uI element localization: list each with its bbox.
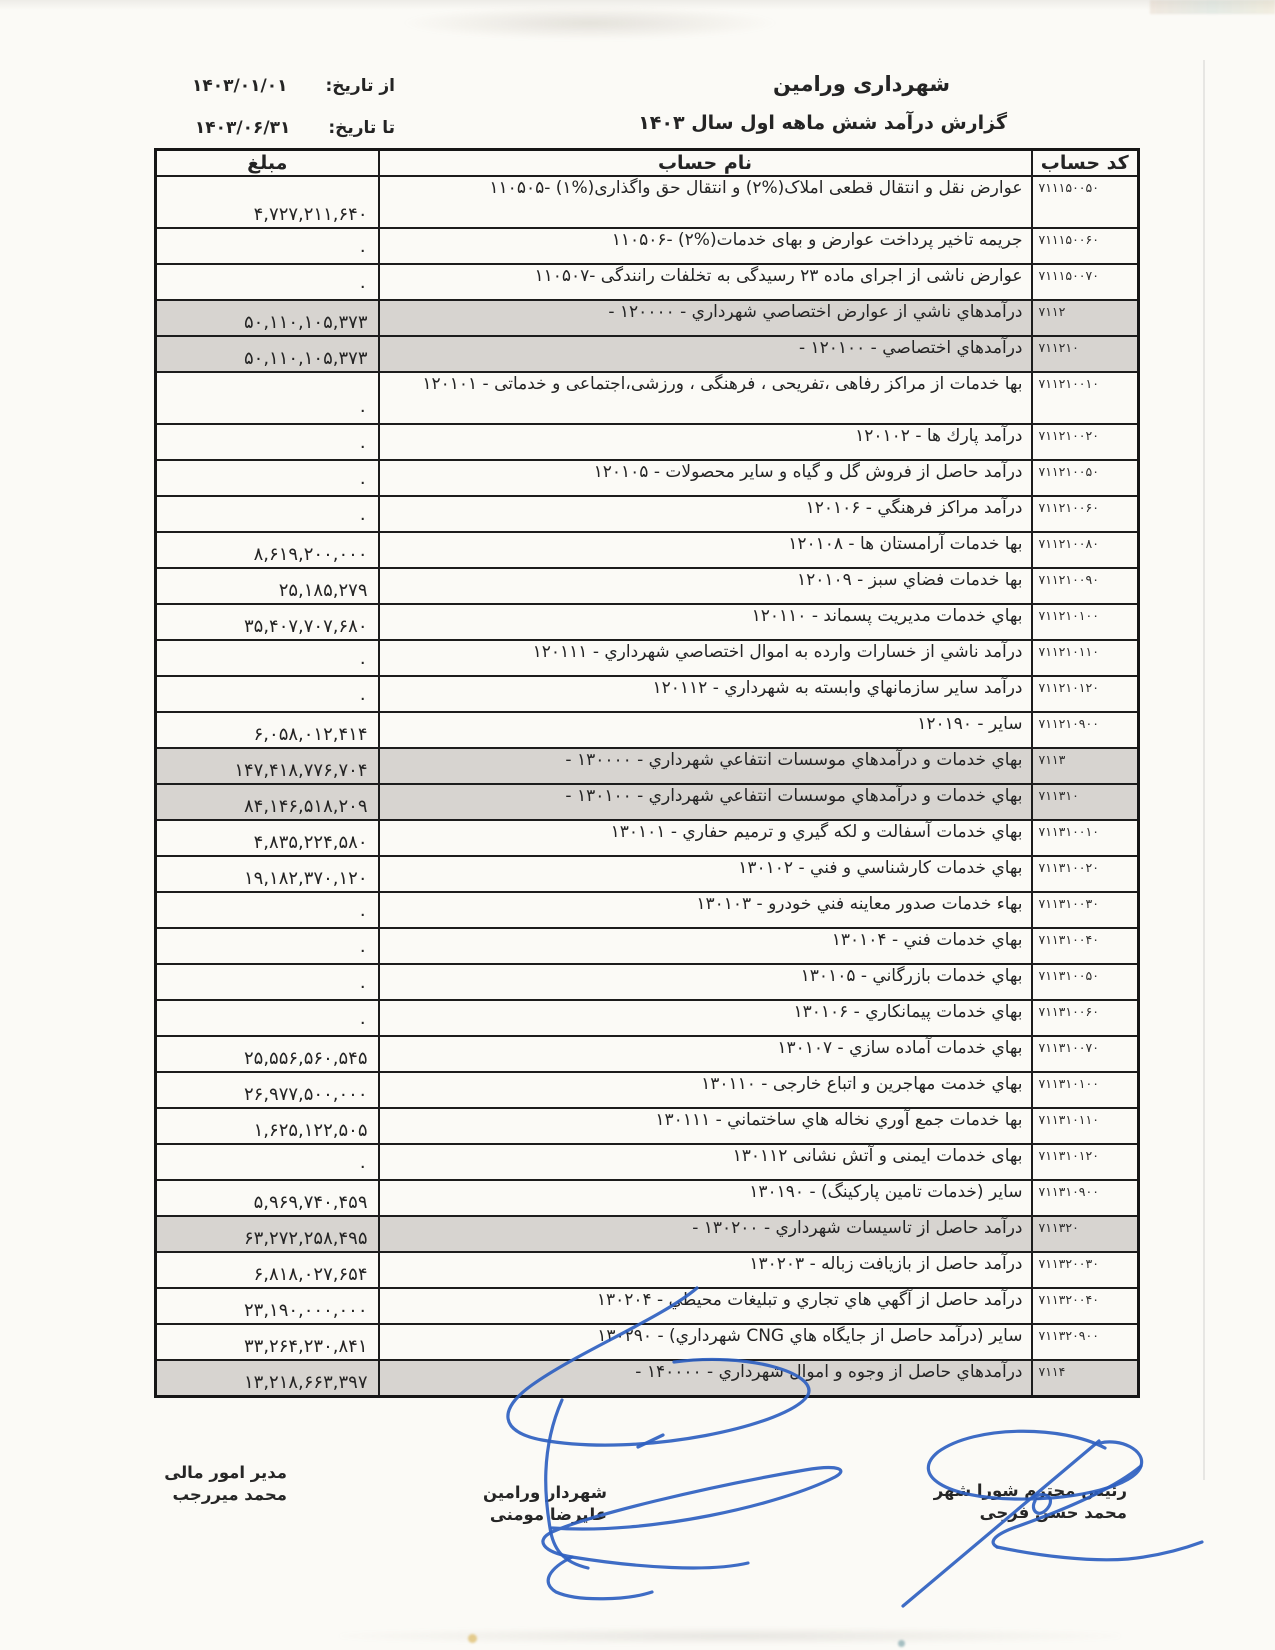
account-name-cell: سایر (درآمد حاصل از جایگاه هاي CNG شهرداري) - ۱۳۰۲۹۰ — [379, 1324, 1032, 1360]
table-row — [156, 1252, 1139, 1288]
signature-stroke — [548, 1557, 652, 1599]
table-row — [156, 424, 1139, 460]
account-code-cell: ۷۱۱۲۱۰۱۱۰ — [1032, 640, 1139, 676]
amount-cell: ۰ — [156, 460, 379, 496]
amount-cell: ۵۰,۱۱۰,۱۰۵,۳۷۳ — [156, 300, 379, 336]
signer-role: رئیس محترم شورا شهر — [933, 1481, 1127, 1500]
account-name-cell: درآمد ناشي از خسارات وارده به اموال اختصاصي شهرداري - ۱۲۰۱۱۱ — [379, 640, 1032, 676]
table-row — [156, 640, 1139, 676]
account-code-cell: ۷۱۱۳۱۰۰۴۰ — [1032, 928, 1139, 964]
account-code-cell: ۷۱۱۲۱۰ — [1032, 336, 1139, 372]
report-title: گزارش درآمد شش ماهه اول سال ۱۴۰۳ — [638, 112, 1007, 134]
amount-cell: ۲۵,۵۵۶,۵۶۰,۵۴۵ — [156, 1036, 379, 1072]
account-name-cell: بهاي خدمات بازرگاني - ۱۳۰۱۰۵ — [379, 964, 1032, 1000]
account-name-cell: بهاء خدمات صدور معاینه فني خودرو - ۱۳۰۱۰۳ — [379, 892, 1032, 928]
account-name-cell: بهاي خدمات و درآمدهاي موسسات انتفاعي شهرداري - ۱۳۰۱۰۰ - — [379, 784, 1032, 820]
amount-cell: ۰ — [156, 1144, 379, 1180]
account-name-cell: بها خدمات جمع آوري نخاله هاي ساختماني - ۱۳۰۱۱۱ — [379, 1108, 1032, 1144]
account-code-cell: ۷۱۱۲۱۰۰۲۰ — [1032, 424, 1139, 460]
account-name-cell: درآمد مراکز فرهنگي - ۱۲۰۱۰۶ — [379, 496, 1032, 532]
table-row — [156, 228, 1139, 264]
account-code-cell: ۷۱۱۳۲۰۰۴۰ — [1032, 1288, 1139, 1324]
table-row — [156, 784, 1139, 820]
account-code-cell: ۷۱۱۳۱۰۱۲۰ — [1032, 1144, 1139, 1180]
column-header-amount: مبلغ — [156, 150, 379, 177]
account-name-cell: بهاي خدمت مهاجرین و اتباع خارجی - ۱۳۰۱۱۰ — [379, 1072, 1032, 1108]
signer-council-head — [164, 1462, 287, 1507]
scan-speck — [898, 1640, 905, 1647]
amount-cell: ۲۵,۱۸۵,۲۷۹ — [156, 568, 379, 604]
account-code-cell: ۷۱۱۳۱۰۱۱۰ — [1032, 1108, 1139, 1144]
account-code-cell: ۷۱۱۳۱۰۰۲۰ — [1032, 856, 1139, 892]
account-code-cell: ۷۱۱۳۱۰۰۵۰ — [1032, 964, 1139, 1000]
account-name-cell: درآمدهاي اختصاصي - ۱۲۰۱۰۰ - — [379, 336, 1032, 372]
amount-cell: ۰ — [156, 424, 379, 460]
table-row — [156, 712, 1139, 748]
from-date-value: ۱۴۰۳/۰۱/۰۱ — [192, 76, 288, 96]
table-row — [156, 1216, 1139, 1252]
account-name-cell: بهاي خدمات آماده سازي - ۱۳۰۱۰۷ — [379, 1036, 1032, 1072]
income-table — [154, 148, 1140, 1398]
account-name-cell: درآمد پارك ها - ۱۲۰۱۰۲ — [379, 424, 1032, 460]
signer-role: مدیر امور مالی — [164, 1463, 287, 1482]
account-name-cell: جریمه تاخیر پرداخت عوارض و بهای خدمات(%۲) -۱۱۰۵۰۶ — [379, 228, 1032, 264]
account-code-cell: ۷۱۱۱۵۰۰۶۰ — [1032, 228, 1139, 264]
amount-cell: ۰ — [156, 892, 379, 928]
table-row — [156, 496, 1139, 532]
account-code-cell: ۷۱۱۳۱۰۰۶۰ — [1032, 1000, 1139, 1036]
account-name-cell: درآمد سایر سازمانهاي وابسته به شهرداري - ۱۲۰۱۱۲ — [379, 676, 1032, 712]
account-code-cell: ۷۱۱۳۲۰ — [1032, 1216, 1139, 1252]
account-code-cell: ۷۱۱۲۱۰۰۶۰ — [1032, 496, 1139, 532]
table-row — [156, 676, 1139, 712]
table-row — [156, 1108, 1139, 1144]
table-row — [156, 604, 1139, 640]
table-row — [156, 372, 1139, 424]
table-header-row — [156, 150, 1139, 177]
account-code-cell: ۷۱۱۳۱۰۰۷۰ — [1032, 1036, 1139, 1072]
table-row — [156, 892, 1139, 928]
table-row — [156, 1000, 1139, 1036]
to-date-label: تا تاریخ: — [328, 118, 395, 138]
account-name-cell: بهاي خدمات مدیریت پسماند - ۱۲۰۱۱۰ — [379, 604, 1032, 640]
account-name-cell: بهاي خدمات کارشناسي و فني - ۱۳۰۱۰۲ — [379, 856, 1032, 892]
amount-cell: ۴,۷۲۷,۲۱۱,۶۴۰ — [156, 176, 379, 228]
amount-cell: ۰ — [156, 496, 379, 532]
signature-stroke — [638, 1435, 663, 1447]
account-code-cell: ۷۱۱۲۱۰۹۰۰ — [1032, 712, 1139, 748]
scan-smudge-top — [400, 6, 780, 40]
account-code-cell: ۷۱۱۲۱۰۰۵۰ — [1032, 460, 1139, 496]
table-row — [156, 532, 1139, 568]
amount-cell: ۰ — [156, 372, 379, 424]
table-row — [156, 1360, 1139, 1396]
account-code-cell: ۷۱۱۳۱۰۱۰۰ — [1032, 1072, 1139, 1108]
amount-cell: ۰ — [156, 228, 379, 264]
signer-name: علیرضا مومنی — [489, 1505, 607, 1525]
amount-cell: ۵۰,۱۱۰,۱۰۵,۳۷۳ — [156, 336, 379, 372]
amount-cell: ۰ — [156, 676, 379, 712]
column-header-code: کد حساب — [1032, 150, 1139, 177]
table-row — [156, 748, 1139, 784]
amount-cell: ۰ — [156, 928, 379, 964]
account-name-cell: بهاي خدمات فني - ۱۳۰۱۰۴ — [379, 928, 1032, 964]
amount-cell: ۶,۸۱۸,۰۲۷,۶۵۴ — [156, 1252, 379, 1288]
account-code-cell: ۷۱۱۴ — [1032, 1360, 1139, 1396]
table-row — [156, 1180, 1139, 1216]
account-name-cell: درآمد حاصل از بازیافت زباله - ۱۳۰۲۰۳ — [379, 1252, 1032, 1288]
amount-cell: ۸,۶۱۹,۲۰۰,۰۰۰ — [156, 532, 379, 568]
account-code-cell: ۷۱۱۲ — [1032, 300, 1139, 336]
table-row — [156, 1288, 1139, 1324]
amount-cell: ۶,۰۵۸,۰۱۲,۴۱۴ — [156, 712, 379, 748]
account-name-cell: بها خدمات از مراکز رفاهی ،تفریحی ، فرهنگی ، ورزشی،اجتماعی و خدماتی - ۱۲۰۱۰۱ — [379, 372, 1032, 424]
table-row — [156, 460, 1139, 496]
account-code-cell: ۷۱۱۲۱۰۰۱۰ — [1032, 372, 1139, 424]
account-code-cell: ۷۱۱۱۵۰۰۵۰ — [1032, 176, 1139, 228]
table-row — [156, 264, 1139, 300]
account-name-cell: درآمد حاصل از آگهي هاي تجاري و تبلیغات محیطي - ۱۳۰۲۰۴ — [379, 1288, 1032, 1324]
scan-smudge-bottom — [340, 1628, 1120, 1644]
to-date-value: ۱۴۰۳/۰۶/۳۱ — [194, 118, 291, 138]
table-row — [156, 1072, 1139, 1108]
signature-stroke — [997, 1542, 1202, 1560]
signer-name: محمد حسن فرجی — [979, 1503, 1127, 1523]
table-row — [156, 820, 1139, 856]
account-code-cell: ۷۱۱۲۱۰۱۲۰ — [1032, 676, 1139, 712]
table-row — [156, 856, 1139, 892]
to-date-row — [195, 118, 395, 138]
account-name-cell: درآمدهاي حاصل از وجوه و اموال شهرداري - ۱۴۰۰۰۰ - — [379, 1360, 1032, 1396]
account-name-cell: درآمد حاصل از فروش گل و گیاه و سایر محصولات - ۱۲۰۱۰۵ — [379, 460, 1032, 496]
amount-cell: ۲۳,۱۹۰,۰۰۰,۰۰۰ — [156, 1288, 379, 1324]
account-code-cell: ۷۱۱۲۱۰۰۸۰ — [1032, 532, 1139, 568]
scan-smudge-top-right — [1150, 0, 1275, 14]
amount-cell: ۱۳,۲۱۸,۶۶۳,۳۹۷ — [156, 1360, 379, 1396]
account-name-cell: سایر - ۱۲۰۱۹۰ — [379, 712, 1032, 748]
table-row — [156, 1036, 1139, 1072]
amount-cell: ۰ — [156, 964, 379, 1000]
account-name-cell: عوارض نقل و انتقال قطعی املاک(%۲) و انتقال حق واگذاری(%۱) -۱۱۰۵۰۵ — [379, 176, 1032, 228]
from-date-row — [192, 76, 395, 96]
table-row — [156, 300, 1139, 336]
amount-cell: ۱,۶۲۵,۱۲۲,۵۰۵ — [156, 1108, 379, 1144]
table-row — [156, 336, 1139, 372]
signer-role: شهردار ورامین — [483, 1483, 607, 1502]
table-row — [156, 1144, 1139, 1180]
scan-fold-line — [1203, 60, 1205, 1480]
amount-cell: ۸۴,۱۴۶,۵۱۸,۲۰۹ — [156, 784, 379, 820]
amount-cell: ۶۳,۲۷۲,۲۵۸,۴۹۵ — [156, 1216, 379, 1252]
table-row — [156, 928, 1139, 964]
account-code-cell: ۷۱۱۳۱۰۹۰۰ — [1032, 1180, 1139, 1216]
account-name-cell: درآمد حاصل از تاسیسات شهرداري - ۱۳۰۲۰۰ - — [379, 1216, 1032, 1252]
account-name-cell: بها خدمات آرامستان ها - ۱۲۰۱۰۸ — [379, 532, 1032, 568]
account-name-cell: بهاي خدمات و درآمدهاي موسسات انتفاعي شهرداري - ۱۳۰۰۰۰ - — [379, 748, 1032, 784]
signer-name: محمد میررجب — [172, 1485, 287, 1505]
account-name-cell: عوارض ناشی از اجرای ماده ۲۳ رسیدگی به تخلفات رانندگی -۱۱۰۵۰۷ — [379, 264, 1032, 300]
account-name-cell: درآمدهاي ناشي از عوارض اختصاصي شهرداري - ۱۲۰۰۰۰ - — [379, 300, 1032, 336]
table-row — [156, 568, 1139, 604]
table-row — [156, 964, 1139, 1000]
account-name-cell: بهاي خدمات پیمانکاري - ۱۳۰۱۰۶ — [379, 1000, 1032, 1036]
amount-cell: ۱۹,۱۸۲,۳۷۰,۱۲۰ — [156, 856, 379, 892]
account-name-cell: بهاي خدمات آسفالت و لکه گیري و ترمیم حفاري - ۱۳۰۱۰۱ — [379, 820, 1032, 856]
amount-cell: ۴,۸۳۵,۲۲۴,۵۸۰ — [156, 820, 379, 856]
account-code-cell: ۷۱۱۱۵۰۰۷۰ — [1032, 264, 1139, 300]
column-header-name: نام حساب — [379, 150, 1032, 177]
table-row — [156, 1324, 1139, 1360]
signer-mayor — [483, 1482, 607, 1527]
amount-cell: ۳۵,۴۰۷,۷۰۷,۶۸۰ — [156, 604, 379, 640]
account-code-cell: ۷۱۱۳۲۰۹۰۰ — [1032, 1324, 1139, 1360]
account-code-cell: ۷۱۱۲۱۰۱۰۰ — [1032, 604, 1139, 640]
account-name-cell: سایر (خدمات تامین پارکینگ) - ۱۳۰۱۹۰ — [379, 1180, 1032, 1216]
account-code-cell: ۷۱۱۳۲۰۰۳۰ — [1032, 1252, 1139, 1288]
scan-speck — [468, 1634, 477, 1643]
amount-cell: ۳۳,۲۶۴,۲۳۰,۸۴۱ — [156, 1324, 379, 1360]
account-code-cell: ۷۱۱۳ — [1032, 748, 1139, 784]
amount-cell: ۱۴۷,۴۱۸,۷۷۶,۷۰۴ — [156, 748, 379, 784]
account-code-cell: ۷۱۱۳۱۰۰۱۰ — [1032, 820, 1139, 856]
account-code-cell: ۷۱۱۲۱۰۰۹۰ — [1032, 568, 1139, 604]
amount-cell: ۵,۹۶۹,۷۴۰,۴۵۹ — [156, 1180, 379, 1216]
amount-cell: ۰ — [156, 640, 379, 676]
amount-cell: ۲۶,۹۷۷,۵۰۰,۰۰۰ — [156, 1072, 379, 1108]
from-date-label: از تاریخ: — [325, 76, 395, 96]
account-name-cell: بهای خدمات ایمنی و آتش نشانی ۱۳۰۱۱۲ — [379, 1144, 1032, 1180]
account-code-cell: ۷۱۱۳۱۰ — [1032, 784, 1139, 820]
amount-cell: ۰ — [156, 264, 379, 300]
account-name-cell: بها خدمات فضاي سبز - ۱۲۰۱۰۹ — [379, 568, 1032, 604]
account-code-cell: ۷۱۱۳۱۰۰۳۰ — [1032, 892, 1139, 928]
amount-cell: ۰ — [156, 1000, 379, 1036]
signer-finance-director — [934, 1480, 1127, 1525]
organization-title: شهرداری ورامین — [772, 72, 950, 96]
table-row — [156, 176, 1139, 228]
